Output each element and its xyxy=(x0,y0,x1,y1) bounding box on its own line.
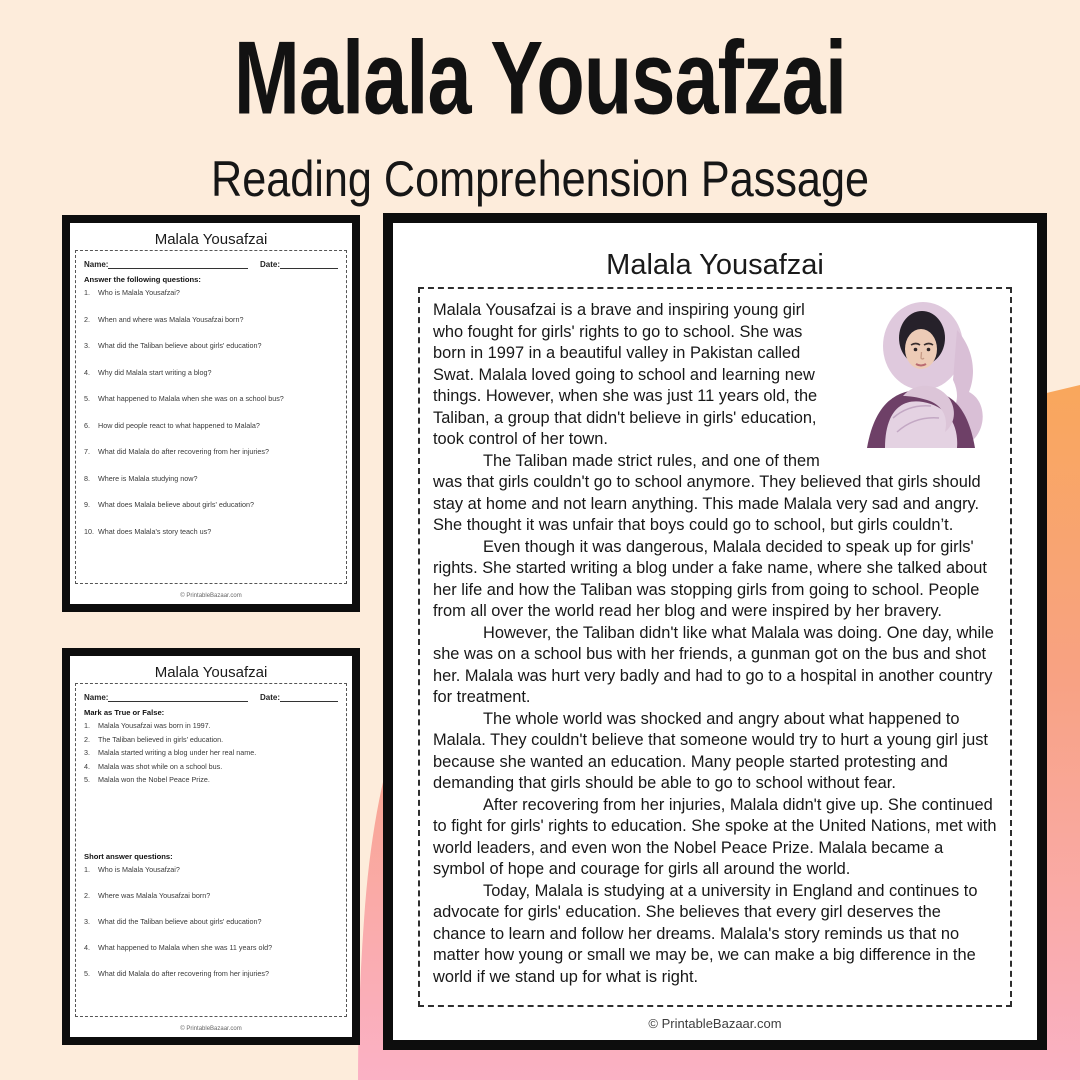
question-number: 5. xyxy=(84,968,90,978)
question-text: What happened to Malala when she was 11 years old? xyxy=(98,942,273,952)
question-number: 10. xyxy=(84,526,94,536)
page-footer: © PrintableBazaar.com xyxy=(648,1016,782,1031)
worksheet-title: Malala Yousafzai xyxy=(154,231,268,248)
question-number: 3. xyxy=(84,341,90,350)
name-label: Name: xyxy=(84,693,109,702)
statement-number: 1. xyxy=(84,721,90,730)
worksheet-page-true-false xyxy=(62,648,360,1045)
passage-paragraph: The Taliban made strict rules, and one of them was that girls couldn't go to school anymore. They believed that girls should stay at home and not learn anything. This made Malala very sad and angry. She thought it was unfair that boys could go to school, but girls couldn’t. xyxy=(433,451,981,534)
question-number: 2. xyxy=(84,890,90,900)
statement-text: Malala started writing a blog under her real name. xyxy=(98,748,257,758)
name-date-row xyxy=(84,256,338,269)
short-answer-list xyxy=(84,866,338,996)
question-text: What did Malala do after recovering from her injuries? xyxy=(98,447,269,456)
question-text: Who is Malala Yousafzai? xyxy=(98,864,180,874)
passage-paragraph: Today, Malala is studying at a university in England and continues to advocate for girls' education. She believes that every girl deserves the chance to learn and follow her dreams. Malala's story reminds us that no matter how young or small we may be, we can make a big difference in the world if we stand up for what is right. xyxy=(433,881,978,986)
question-item xyxy=(84,475,338,502)
question-number: 8. xyxy=(84,473,90,483)
question-text: When and where was Malala Yousafzai born? xyxy=(98,314,244,324)
question-text: How did people react to what happened to Malala? xyxy=(98,420,260,430)
question-text: Where was Malala Yousafzai born? xyxy=(98,890,211,900)
statement-text: Malala was shot while on a school bus. xyxy=(98,761,223,771)
date-blank-line xyxy=(280,693,338,702)
passage-paragraph: Even though it was dangerous, Malala decided to speak up for girls' rights. She started writing a blog under a fake name, where she talked about her life and how the Taliban was stopping girls from going to school. People from all over the world read her blog and were inspired by her bravery. xyxy=(433,537,987,620)
true-false-item xyxy=(84,763,338,777)
passage-paragraph: The whole world was shocked and angry about what happened to Malala. They couldn't believe that someone would try to hurt a young girl just because she wanted an education. Many people started protesting and demanding that girls should be able to go to school without fear. xyxy=(433,709,988,792)
statement-number: 2. xyxy=(84,734,90,744)
statement-text: Malala Yousafzai was born in 1997. xyxy=(98,721,211,730)
question-item xyxy=(84,342,338,369)
passage-title: Malala Yousafzai xyxy=(606,249,824,281)
question-number: 4. xyxy=(84,367,90,377)
passage-paragraph: After recovering from her injuries, Malala didn't give up. She continued to fight for girls' rights to education. She spoke at the United Nations, met with world leaders, and even won the Nobel Peace Prize. Malala became a symbol of hope and courage for girls all around the world. xyxy=(433,795,997,878)
statement-number: 4. xyxy=(84,761,90,771)
short-answer-item xyxy=(84,918,338,944)
question-number: 2. xyxy=(84,314,90,324)
statement-text: Malala won the Nobel Peace Prize. xyxy=(98,775,210,785)
short-answer-item xyxy=(84,944,338,970)
question-item xyxy=(84,316,338,343)
name-blank-line xyxy=(108,693,248,702)
page-subtitle: Reading Comprehension Passage xyxy=(210,150,870,208)
short-answer-item xyxy=(84,866,338,892)
question-number: 1. xyxy=(84,864,90,874)
true-false-list xyxy=(84,722,338,790)
question-text: What does Malala believe about girls' education? xyxy=(98,500,254,509)
name-label: Name: xyxy=(84,260,109,269)
passage-page xyxy=(383,213,1047,1050)
question-item xyxy=(84,422,338,449)
worksheet-dashed-box xyxy=(75,250,347,584)
spacer xyxy=(84,790,338,846)
short-answer-heading: Short answer questions: xyxy=(84,851,173,861)
question-item xyxy=(84,448,338,475)
question-number: 1. xyxy=(84,288,90,297)
section-heading: Answer the following questions: xyxy=(84,275,201,284)
passage-paragraph: However, the Taliban didn't like what Malala was doing. One day, while she was on a school bus with her friends, a gunman got on the bus and shot her. Malala was hurt very badly and had to go to a hospital in another country for treatment. xyxy=(433,623,994,706)
malala-portrait-illustration xyxy=(845,300,997,448)
date-blank-line xyxy=(280,260,338,269)
statement-number: 5. xyxy=(84,775,90,785)
question-text: What happened to Malala when she was on a school bus? xyxy=(98,394,284,403)
statement-number: 3. xyxy=(84,748,90,758)
name-date-row xyxy=(84,689,338,702)
true-false-item xyxy=(84,776,338,790)
question-item xyxy=(84,369,338,396)
worksheet-page-questions xyxy=(62,215,360,612)
date-label: Date: xyxy=(259,693,280,702)
passage-body xyxy=(433,300,997,988)
worksheet-dashed-box xyxy=(75,683,347,1017)
question-number: 4. xyxy=(84,942,90,952)
statement-text: The Taliban believed in girls' education. xyxy=(98,734,224,744)
passage-dashed-box xyxy=(418,287,1012,1007)
question-item xyxy=(84,528,338,555)
question-text: What does Malala's story teach us? xyxy=(98,526,212,536)
question-number: 5. xyxy=(84,394,90,403)
question-list xyxy=(84,289,338,554)
question-text: What did the Taliban believe about girls' education? xyxy=(98,341,262,350)
short-answer-item xyxy=(84,970,338,996)
question-number: 9. xyxy=(84,500,90,509)
true-false-item xyxy=(84,722,338,736)
question-number: 7. xyxy=(84,447,90,456)
page-title: Malala Yousafzai xyxy=(233,19,847,136)
date-label: Date: xyxy=(259,260,280,269)
question-number: 3. xyxy=(84,916,90,926)
question-text: Why did Malala start writing a blog? xyxy=(98,367,212,377)
question-item xyxy=(84,501,338,528)
passage-paragraph: Malala Yousafzai is a brave and inspiring young girl who fought for girls' rights to go to school. She was born in 1997 in a beautiful valley in Pakistan called Swat. Malala loved going to school and learning new things. However, when she was just 11 years old, the Taliban, a group that didn't believe in girls' education, took control of her town. xyxy=(433,301,818,448)
question-number: 6. xyxy=(84,420,90,430)
true-false-heading: Mark as True or False: xyxy=(84,708,165,717)
question-text: What did the Taliban believe about girls' education? xyxy=(98,916,262,926)
question-text: Who is Malala Yousafzai? xyxy=(98,288,180,297)
page-footer: © PrintableBazaar.com xyxy=(180,1026,242,1032)
question-item xyxy=(84,289,338,316)
short-answer-item xyxy=(84,892,338,918)
worksheet-title: Malala Yousafzai xyxy=(154,664,268,681)
true-false-item xyxy=(84,736,338,750)
true-false-item xyxy=(84,749,338,763)
header xyxy=(0,0,1080,208)
question-text: What did Malala do after recovering from her injuries? xyxy=(98,968,269,978)
question-text: Where is Malala studying now? xyxy=(98,473,198,483)
page-footer: © PrintableBazaar.com xyxy=(180,593,242,599)
question-item xyxy=(84,395,338,422)
name-blank-line xyxy=(108,260,248,269)
